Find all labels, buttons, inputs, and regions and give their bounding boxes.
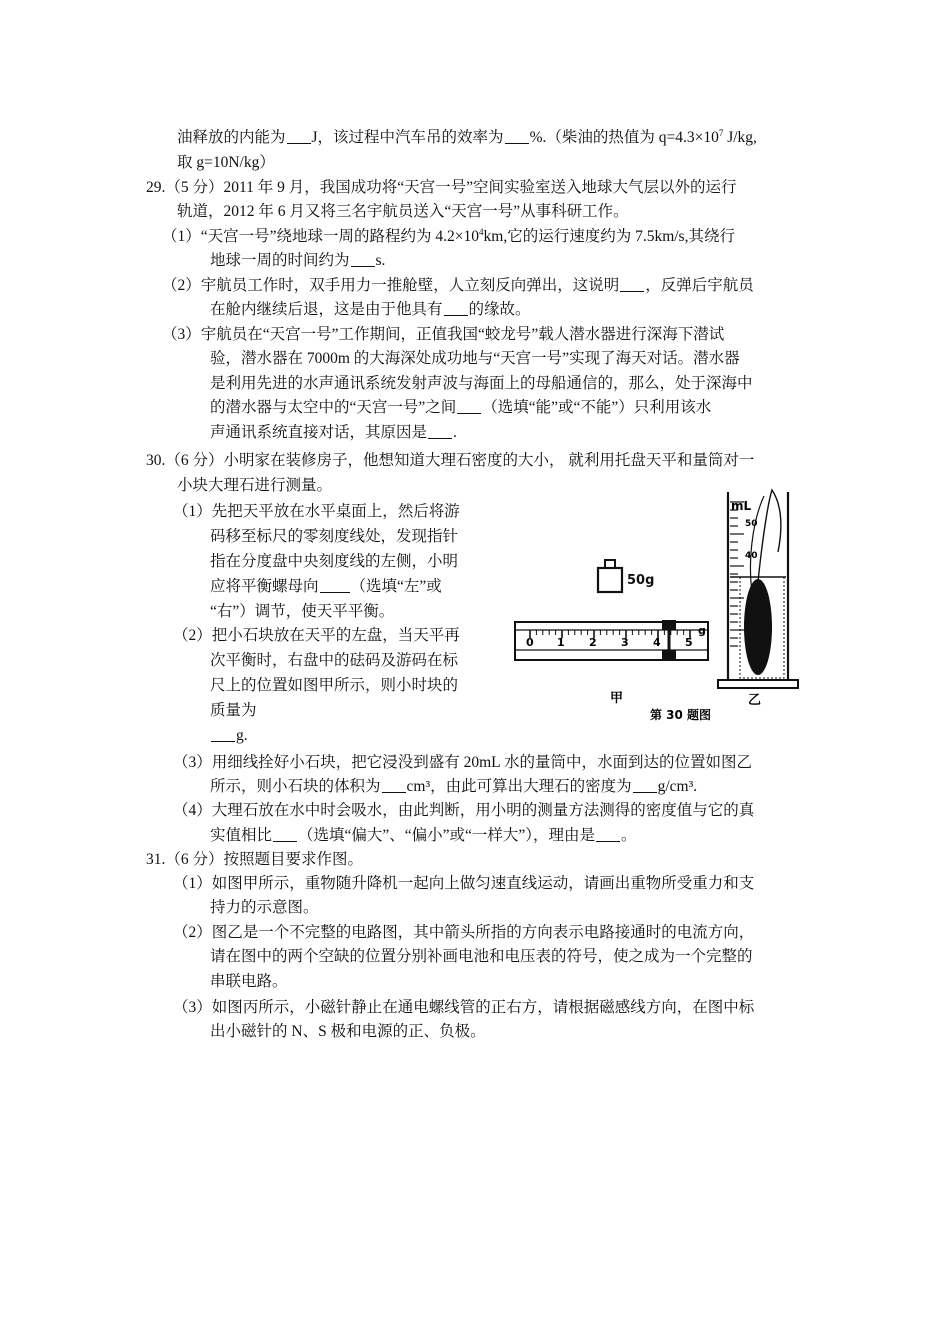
q30-part2-line5: [210, 724, 248, 749]
text: 应将平衡螺母向: [210, 578, 319, 595]
weight-label: 50g: [627, 573, 655, 588]
q30-part4: （4）大理石放在水中时会吸水，由此判断，用小明的测量方法测得的密度值与它的真: [173, 802, 755, 819]
q29-part2: [162, 274, 754, 299]
q30-heading-line2: 小块大理石进行测量。: [177, 477, 333, 494]
q30-part3-line2: [210, 775, 697, 800]
exponent: 7: [718, 128, 724, 138]
q29-heading: 29.（5 分）2011 年 9 月，我国成功将“天宫一号”空间实验室送入地球大气层以外的运行: [146, 179, 737, 196]
text: 实值相比: [210, 827, 273, 844]
answer-blank[interactable]: [428, 424, 452, 439]
answer-blank[interactable]: [444, 301, 468, 316]
text: cm³，由此可算出大理石的密度为: [406, 778, 632, 795]
answer-blank[interactable]: [382, 778, 406, 793]
q31-part2-line3: 串联电路。: [210, 973, 288, 990]
q29-part3-line5: [210, 421, 457, 446]
text: 地球一周的时间约为: [210, 252, 350, 269]
text: 。: [621, 827, 637, 844]
q30-part2-line2: 次平衡时，右盘中的砝码及游码在标: [210, 652, 459, 669]
scale-tick-label: 2: [589, 636, 597, 649]
text: 所示，则小石块的体积为: [210, 778, 381, 795]
q29-part3-line3: 是利用先进的水声通讯系统发射声波与海面上的母船通信的，那么，处于深海中: [210, 375, 753, 392]
answer-blank[interactable]: [211, 727, 235, 742]
answer-blank[interactable]: [633, 778, 657, 793]
q31-heading: 31.（6 分）按照题目要求作图。: [146, 851, 364, 868]
scale-tick-label: 5: [685, 636, 693, 649]
text: 声通讯系统直接对话，其原因是: [210, 424, 428, 441]
text: s.: [375, 252, 386, 269]
q31-part1-line2: 持力的示意图。: [210, 899, 319, 916]
answer-blank[interactable]: [273, 827, 297, 842]
q30-part1-line5: “右”）调节，使天平平衡。: [210, 603, 395, 620]
text: （选填“偏大”、“偏小”或“一样大”），理由是: [298, 827, 596, 844]
answer-blank[interactable]: [620, 277, 644, 292]
cylinder-mark: 40: [745, 551, 758, 561]
q28-continuation-line2: 取 g=10N/kg）: [177, 154, 275, 171]
q29-part1: [162, 225, 735, 250]
weight-icon: [598, 560, 622, 592]
text: （选填“左”或: [350, 578, 442, 595]
scale-tick-label: 3: [621, 636, 629, 649]
q29-part2-line2: [210, 298, 531, 323]
text: 油释放的内能为: [177, 129, 286, 146]
figure-label-jia: 甲: [610, 691, 624, 706]
answer-blank[interactable]: [320, 578, 350, 593]
text: 在舱内继续后退，这是由于他具有: [210, 301, 443, 318]
text: 的缘故。: [468, 301, 531, 318]
exponent: 4: [479, 227, 484, 237]
q30-part2-line4: 质量为: [210, 702, 257, 719]
text: g/cm³.: [657, 778, 698, 795]
answer-blank[interactable]: [351, 252, 375, 267]
scale-tick-label: 4: [653, 636, 661, 649]
figure-label-yi: 乙: [748, 693, 762, 708]
q30-figure: [512, 482, 812, 732]
stone: [744, 579, 772, 675]
answer-blank[interactable]: [287, 129, 311, 144]
cylinder-unit: mL: [731, 499, 752, 513]
q31-part3-line2: 出小磁针的 N、S 极和电源的正、负极。: [210, 1023, 486, 1040]
q30-part3: （3）用细线拴好小石块，把它浸没到盛有 20mL 水的量筒中，水面到达的位置如图乙: [173, 754, 752, 771]
q30-part1: （1）先把天平放在水平桌面上，然后将游: [173, 503, 460, 520]
text: %.（柴油的热值为 q=4.3×10: [529, 129, 719, 146]
q30-part1-line2: 码移至标尺的零刻度线处，发现指针: [210, 528, 459, 545]
text: （2）宇航员工作时，双手用力一推舱壁，人立刻反向弹出，这说明: [162, 277, 620, 294]
q29-heading-line2: 轨道，2012 年 6 月又将三名宇航员送入“天宫一号”从事科研工作。: [177, 203, 629, 220]
figure-caption: 第 30 题图: [650, 708, 712, 722]
graduated-cylinder: [718, 490, 798, 688]
q30-part2: （2）把小石块放在天平的左盘，当天平再: [173, 627, 460, 644]
q29-part3: （3）宇航员在“天宫一号”工作期间，正值我国“蛟龙号”载人潜水器进行深海下潜试: [162, 326, 725, 343]
q29-part1-line2: [210, 249, 385, 274]
q31-part2: （2）图乙是一个不完整的电路图，其中箭头所指的方向表示电路接通时的电流方向，: [173, 924, 755, 941]
text: .: [453, 424, 457, 441]
text: g.: [236, 727, 248, 744]
q30-heading: 30.（6 分）小明家在装修房子，他想知道大理石密度的大小， 就利用托盘天平和量筒对一: [146, 452, 755, 469]
q30-part1-line4: [210, 575, 442, 600]
rider-top: [662, 620, 676, 630]
scale-tick-label: 0: [526, 636, 534, 649]
cylinder-mark: 50: [745, 519, 758, 529]
balance-scale-ruler: [515, 620, 708, 660]
q30-part2-line3: 尺上的位置如图甲所示，则小时块的: [210, 677, 459, 694]
q31-part2-line2: 请在图中的两个空缺的位置分别补画电池和电压表的符号，使之成为一个完整的: [210, 948, 753, 965]
scale-tick-label: 1: [557, 636, 565, 649]
answer-blank[interactable]: [457, 399, 481, 414]
text: J，该过程中汽车吊的效率为: [311, 129, 504, 146]
text: J/kg,: [723, 129, 757, 146]
q30-part4-line2: [210, 824, 637, 849]
text: （1）“天宫一号”绕地球一周的路程约为 4.2×10: [162, 228, 480, 245]
q30-part1-line3: 指在分度盘中央刻度线的左侧，小明: [210, 553, 459, 570]
answer-blank[interactable]: [505, 129, 529, 144]
text: km,它的运行速度约为 7.5km/s,其绕行: [483, 228, 735, 245]
text: ，反弹后宇航员: [645, 277, 754, 294]
thread: [758, 490, 781, 582]
q29-part3-line4: [210, 396, 711, 421]
q28-continuation-line1: [177, 126, 757, 151]
text: 的潜水器与太空中的“天宫一号”之间: [210, 399, 457, 416]
answer-blank[interactable]: [596, 827, 620, 842]
q31-part1: （1）如图甲所示，重物随升降机一起向上做匀速直线运动，请画出重物所受重力和支: [173, 875, 755, 892]
scale-unit: g: [698, 624, 706, 637]
q29-part3-line2: 验，潜水器在 7000m 的大海深处成功地与“天宫一号”实现了海天对话。潜水器: [210, 350, 740, 367]
text: （选填“能”或“不能”）只利用该水: [482, 399, 712, 416]
rider-bottom: [662, 650, 676, 660]
q31-part3: （3）如图丙所示，小磁针静止在通电螺线管的正右方，请根据磁感线方向，在图中标: [173, 999, 755, 1016]
